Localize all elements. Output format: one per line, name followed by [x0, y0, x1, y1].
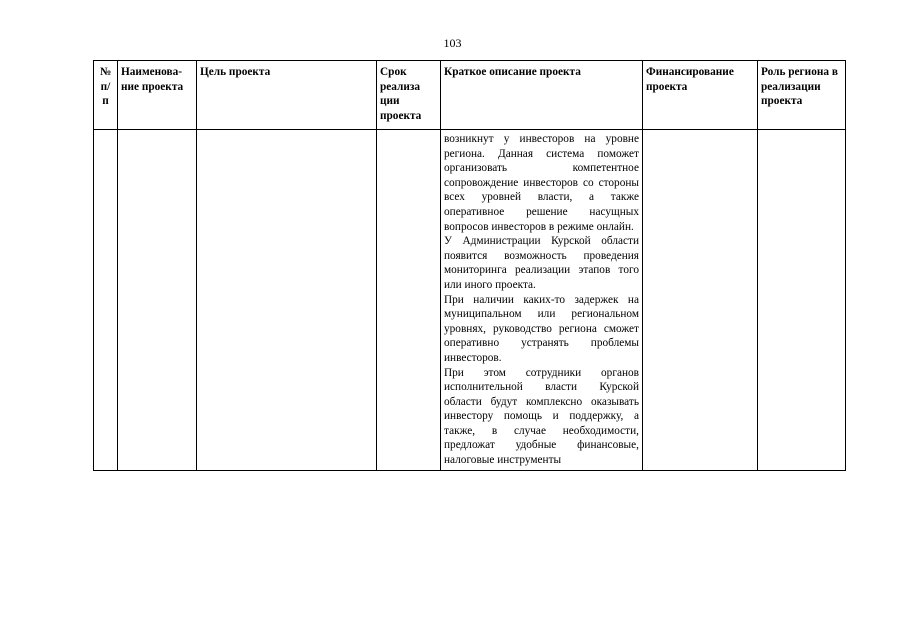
header-region-role: Роль региона в реализации проекта — [758, 61, 846, 130]
project-table — [93, 60, 846, 471]
description-paragraph: У Администрации Курской области появится возможность проведения мониторинга реализации этапов того или иного проекта. — [444, 235, 639, 291]
cell-project-goal — [197, 130, 377, 471]
description-paragraph: возникнут у инвесторов на уровне региона. Данная система поможет организовать компетентное сопровождение инвесторов со стороны всех уровней власти, а также оперативное решение насущных вопросов инвесторов в режиме онлайн. — [444, 133, 639, 233]
table-header-row — [94, 61, 846, 130]
header-project-description: Краткое описание проекта — [441, 61, 643, 130]
description-paragraph: При наличии каких-то задержек на муниципальном или региональном уровнях, руководство региона сможет оперативно устранять проблемы инвесторов. — [444, 293, 639, 364]
header-project-term: Срок реализа ции проекта — [377, 61, 441, 130]
header-number: № п/ п — [94, 61, 118, 130]
cell-project-term — [377, 130, 441, 471]
description-paragraph: При этом сотрудники органов исполнительной власти Курской области будут комплексно оказывать инвестору помощь и поддержку, а также, в случае необходимости, предложат удобные финансовые, налоговые инструменты — [444, 366, 639, 467]
header-project-name: Наименова-ние проекта — [118, 61, 197, 130]
header-project-goal: Цель проекта — [197, 61, 377, 130]
page-number: 103 — [443, 36, 462, 50]
header-project-financing: Финансирование проекта — [643, 61, 758, 130]
cell-project-financing — [643, 130, 758, 471]
cell-number — [94, 130, 118, 471]
cell-project-description — [441, 130, 643, 471]
cell-project-name — [118, 130, 197, 471]
cell-region-role — [758, 130, 846, 471]
table-row — [94, 130, 846, 471]
